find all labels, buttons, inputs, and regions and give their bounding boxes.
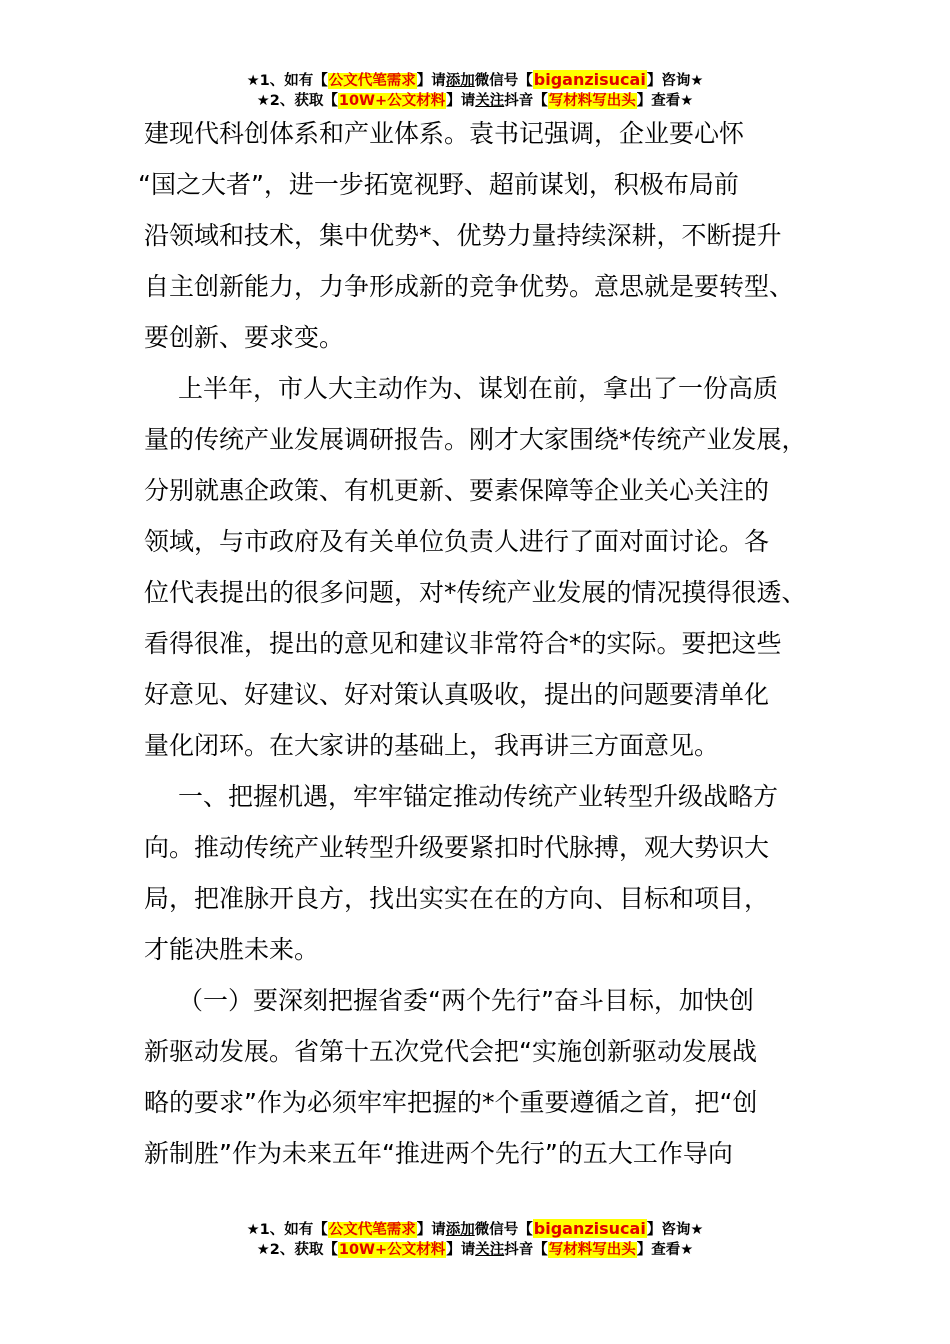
- text-line: 好意见、好建议、好对策认真吸收，提出的问题要清单化: [144, 680, 770, 709]
- promo-highlight: 写材料写出头: [548, 1242, 636, 1258]
- promo-line-1: [0, 1218, 950, 1240]
- text-line: 略的要求”作为必须牢牢把握的*个重要遵循之首，把“创: [144, 1088, 758, 1117]
- promo-text: 1、如有【: [259, 1222, 328, 1238]
- star-icon: ★: [256, 1242, 270, 1258]
- promo-highlight: 10W+公文材料: [338, 1242, 446, 1258]
- promo-highlight: 公文代笔需求: [328, 73, 416, 89]
- promo-text: 】咨询★: [646, 1222, 704, 1238]
- promo-text: 微信号【: [474, 1222, 533, 1238]
- promo-underlined: 关注: [475, 93, 505, 109]
- text-line: 才能决胜未来。: [144, 935, 320, 964]
- promo-underlined: 添加: [445, 73, 475, 89]
- promo-line-2: [0, 91, 950, 113]
- text-line: 沿领域和技术，集中优势*、优势力量持续深耕，不断提升: [144, 221, 782, 250]
- text-line: 分别就惠企政策、有机更新、要素保障等企业关心关注的: [144, 476, 770, 505]
- text-line: 新制胜”作为未来五年“推进两个先行”的五大工作导向: [144, 1139, 733, 1168]
- promo-text: 2、获取【: [269, 93, 338, 109]
- promo-text: 1、如有【: [259, 73, 328, 89]
- promo-underlined: 添加: [445, 1222, 475, 1238]
- text-line: 领域，与市政府及有关单位负责人进行了面对面讨论。各: [144, 527, 770, 556]
- text-line: 量化闭环。在大家讲的基础上，我再讲三方面意见。: [144, 731, 720, 760]
- promo-highlight: 写材料写出头: [548, 93, 636, 109]
- text-line: （一）要深刻把握省委“两个先行”奋斗目标，加快创: [178, 986, 754, 1015]
- text-line: 新驱动发展。省第十五次党代会把“实施创新驱动发展战: [144, 1037, 757, 1066]
- promo-text: 】咨询★: [646, 73, 704, 89]
- promo-text: 抖音【: [504, 1242, 548, 1258]
- promo-text: 】请: [416, 1222, 446, 1238]
- promo-line-1: [0, 69, 950, 91]
- promo-banner-bottom: [0, 1218, 950, 1262]
- promo-text: 】查看★: [636, 93, 694, 109]
- star-icon: ★: [246, 1222, 260, 1238]
- promo-underlined: 关注: [475, 1242, 505, 1258]
- text-line: 上半年，市人大主动作为、谋划在前，拿出了一份高质: [178, 374, 779, 403]
- star-icon: ★: [246, 73, 260, 89]
- text-line: 建现代科创体系和产业体系。袁书记强调，企业要心怀: [144, 119, 745, 148]
- promo-text: 微信号【: [474, 73, 533, 89]
- text-line: 看得很准，提出的意见和建议非常符合*的实际。要把这些: [144, 629, 782, 658]
- promo-text: 抖音【: [504, 93, 548, 109]
- text-line: 要创新、要求变。: [144, 323, 345, 352]
- promo-text: 】查看★: [636, 1242, 694, 1258]
- text-line: 向。推动传统产业转型升级要紧扣时代脉搏，观大势识大: [144, 833, 770, 862]
- promo-highlight: 10W+公文材料: [338, 93, 446, 109]
- text-line: 一、把握机遇，牢牢锚定推动传统产业转型升级战略方: [178, 782, 779, 811]
- promo-highlight: 公文代笔需求: [328, 1222, 416, 1238]
- text-line: “国之大者”，进一步拓宽视野、超前谋划，积极布局前: [138, 170, 739, 199]
- promo-text: 】请: [416, 73, 446, 89]
- text-line: 自主创新能力，力争形成新的竞争优势。意思就是要转型、: [144, 272, 795, 301]
- promo-text: 】请: [446, 1242, 476, 1258]
- wechat-id: biganzisucai: [533, 1219, 646, 1238]
- promo-banner-top: [0, 69, 950, 113]
- star-icon: ★: [256, 93, 270, 109]
- promo-text: 】请: [446, 93, 476, 109]
- promo-line-2: [0, 1240, 950, 1262]
- wechat-id: biganzisucai: [533, 70, 646, 89]
- promo-text: 2、获取【: [269, 1242, 338, 1258]
- text-line: 局，把准脉开良方，找出实实在在的方向、目标和项目，: [144, 884, 770, 913]
- text-line: 量的传统产业发展调研报告。刚才大家围绕*传统产业发展，: [144, 425, 807, 454]
- text-line: 位代表提出的很多问题，对*传统产业发展的情况摸得很透、: [144, 578, 807, 607]
